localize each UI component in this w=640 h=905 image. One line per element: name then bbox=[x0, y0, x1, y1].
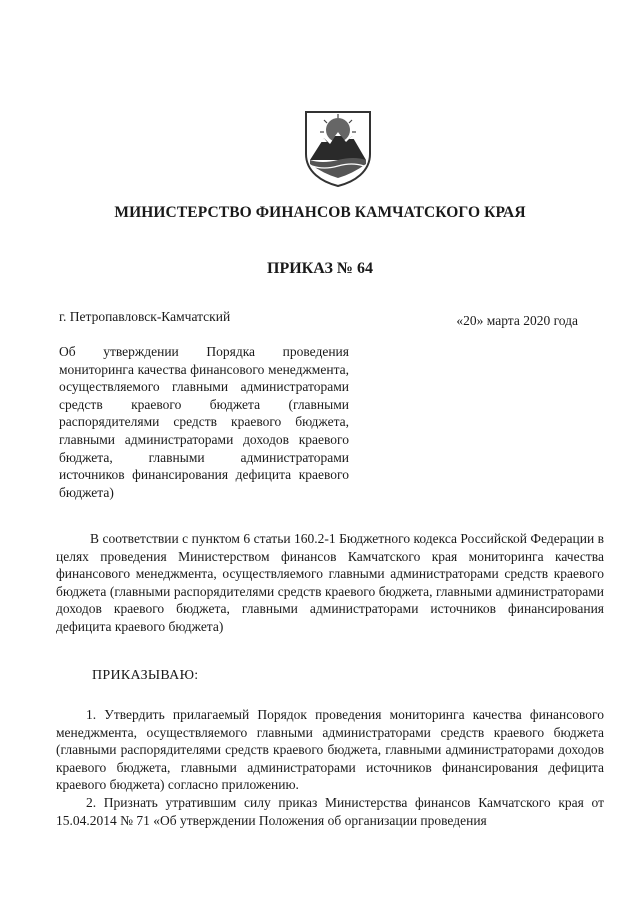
order-date: «20» марта 2020 года bbox=[456, 313, 578, 328]
order-city: г. Петропавловск-Камчатский bbox=[59, 309, 231, 324]
order-item: 1. Утвердить прилагаемый Порядок проведения мониторинга качества финансового менеджмента, осуществляемого главными администраторами средств краевого бюджета (главными распорядителями средств краевого бюджета, главными администраторами доходов краевого бюджета, главными администраторами источников финансирования дефицита краевого бюджета) согласно приложению. bbox=[56, 707, 604, 793]
order-item: 2. Признать утратившим силу приказ Министерства финансов Камчатского края от 15.04.2014 № 71 «Об утверждении Положения об организации проведения bbox=[56, 794, 604, 828]
order-subject: Об утверждении Порядка проведения мониторинга качества финансового менеджмента, осуществляемого главными администраторами средств краевого бюджета (главными распорядителями средств краевого бюджета, главными администраторами доходов краевого бюджета, главными администраторами источников финансирования дефицита краевого бюджета) bbox=[59, 344, 349, 500]
ministry-name: МИНИСТЕРСТВО ФИНАНСОВ КАМЧАТСКОГО КРАЯ bbox=[114, 204, 526, 221]
order-title: ПРИКАЗ № 64 bbox=[267, 260, 373, 277]
kamchatka-coat-of-arms-icon bbox=[302, 108, 374, 188]
order-directive: ПРИКАЗЫВАЮ: bbox=[92, 668, 199, 683]
order-items bbox=[56, 706, 604, 829]
order-preamble: В соответствии с пунктом 6 статьи 160.2-1 Бюджетного кодекса Российской Федерации в целях проведения Министерством финансов Камчатского края мониторинга качества финансового менеджмента, осуществляемого главными администраторами средств краевого бюджета (главными распорядителями средств краевого бюджета, главными администраторами доходов краевого бюджета, главными администраторами источников финансирования дефицита краевого бюджета) bbox=[56, 531, 604, 634]
